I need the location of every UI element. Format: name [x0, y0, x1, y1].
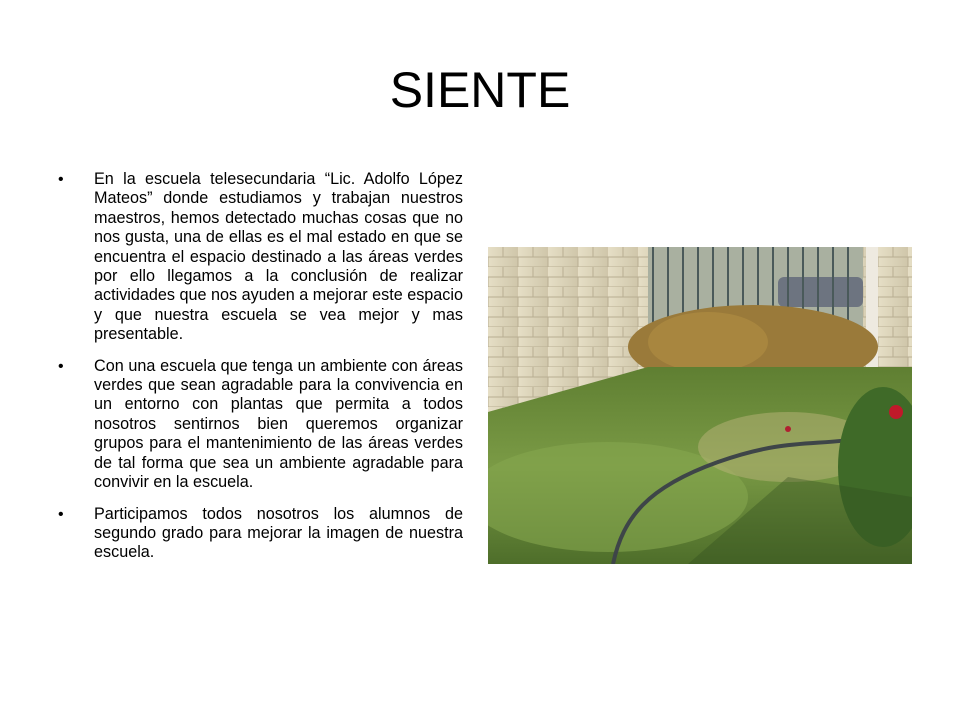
bullet-list — [58, 170, 463, 575]
bullet-item — [58, 505, 463, 563]
garden-photo — [488, 247, 912, 564]
slide-title: SIENTE — [389, 62, 571, 118]
bullet-item — [58, 357, 463, 493]
bullet-marker: • — [58, 505, 64, 523]
bullet-text: Con una escuela que tenga un ambiente con áreas verdes que sean agradable para la convivencia en un entorno con plantas que permita a todos nosotros sentirnos bien queremos organizar grupos para el mantenimiento de las áreas verdes de tal forma que sea un ambiente agradable para convivir en la escuela. — [94, 356, 463, 492]
bullet-text: Participamos todos nosotros los alumnos de segundo grado para mejorar la imagen de nuestra escuela. — [94, 504, 463, 562]
bullet-marker: • — [58, 171, 64, 188]
bullet-item — [58, 170, 463, 345]
bullet-marker: • — [58, 357, 64, 375]
bullet-text: En la escuela telesecundaria “Lic. Adolfo López Mateos” donde estudiamos y trabajan nuestros maestros, hemos detectado muchas cosas que no nos gusta, una de ellas es el mal estado en que se encuentra el espacio destinado a las áreas verdes por ello llegamos a la conclusión de realizar actividades que nos ayuden a mejorar este espacio y que nuestra escuela se vea mejor y mas presentable. — [94, 170, 463, 344]
